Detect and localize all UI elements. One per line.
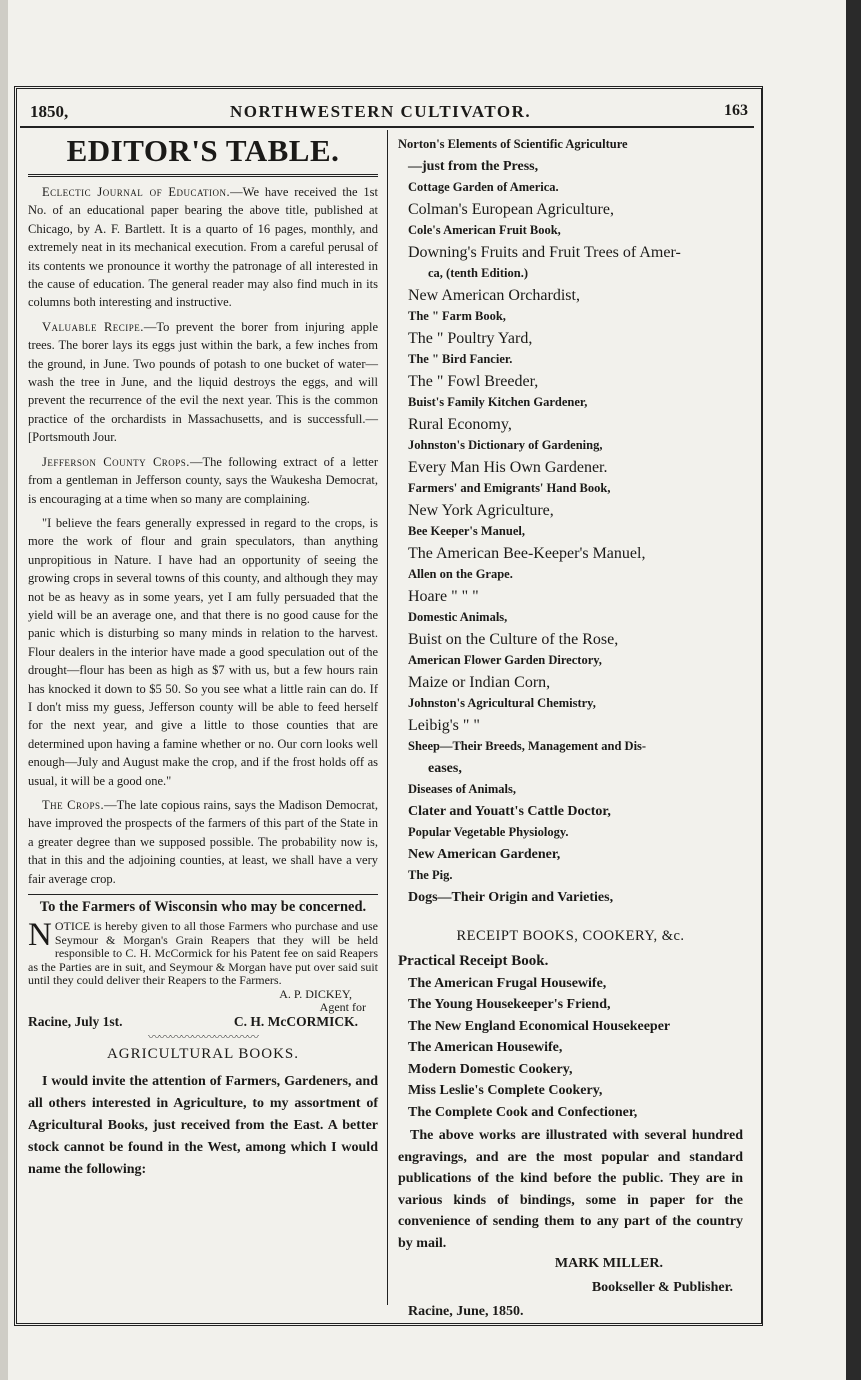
header-page-number: 163 [724,102,748,119]
title-rule [28,174,378,177]
header-year: 1850, [30,102,69,121]
running-header [20,98,750,124]
book-list-item: Cottage Garden of America. [408,180,559,194]
notice-heading: To the Farmers of Wisconsin who may be concerned. [28,894,378,916]
notice-place-row [28,1014,378,1030]
editor-item-lead: The Crops. [42,798,105,812]
header-rule [20,126,754,128]
receipt-list-item: The Complete Cook and Confectioner, [408,1104,638,1120]
editor-item-text: —The late copious rains, says the Madison Democrat, have improved the prospects of the farmers of this part of the State in a greater degree than we supposed possible. The probability now is, that in this and the adjoining counties, at least, we shall have a very fair average crop. [28,798,379,886]
book-list-item: Clater and Youatt's Cattle Doctor, [408,803,611,819]
closing-dateline: Racine, June, 1850. [408,1304,524,1319]
book-list-item: The " Farm Book, [408,309,506,323]
book-list-item: Cole's American Fruit Book, [408,223,561,237]
wave-ornament: 〰〰〰〰〰〰〰〰〰〰 [147,1029,258,1044]
editor-item [28,514,378,790]
book-list-item: Johnston's Agricultural Chemistry, [408,696,596,710]
book-list-item: Farmers' and Emigrants' Hand Book, [408,481,611,495]
book-list-item: ca, (tenth Edition.) [428,266,528,280]
receipt-list-item: Modern Domestic Cookery, [408,1061,573,1077]
book-list-item: The " Poultry Yard, [408,329,533,347]
editor-item-text: "I believe the fears generally expressed in regard to the crops, is more the work of flour and grain speculators, than anything unpropitious in Nature. I have had an opportunity of seeing the growing crops in several towns of this county, and although they may not be as heavy as in some years, yet I am fully persuaded that the yield will be an average one, and that there is no good cause for the panic which is disturbing so many minds in relation to the harvest. Flour dealers in the interior have made a good speculation out of the drought—flour has been as high as $7 with us, but a few hours rain has knocked it down to $5 50. So you see what a little rain can do. If I don't miss my guess, Jefferson county will be able to feed herself for the next year, and give a little to those counties that are determined upon having a famine whether or no. Our corn looks well enough—July and August make the crop, and if the frost holds off as usual, it will be a good one." [28,515,378,788]
receipt-list-item: The New England Economical Housekeeper [408,1018,671,1034]
book-list-item: Johnston's Dictionary of Gardening, [408,438,603,452]
book-list-item: Maize or Indian Corn, [408,673,551,691]
closing-signer: MARK MILLER. [554,1256,663,1271]
editor-item-lead: Valuable Recipe. [42,319,144,334]
editor-item-text: —We have received the 1st No. of an educational paper bearing the above title, published at Chicago, by A. F. Bartlett. It is a quarto of 16 pages, monthly, and extremely neat in its mechanical execution. From a careful perusal of its contents we pronounce it worthy the patronage of all interested in the cause of education. The general reader may also find much in its columns both interesting and instructive. [28,185,378,310]
receipt-list-item: The American Frugal Housewife, [408,975,607,991]
book-list-item: Bee Keeper's Manuel, [408,524,525,538]
editor-item [28,183,378,312]
left-column [28,132,378,1181]
book-list-item: Dogs—Their Origin and Varieties, [408,889,614,905]
receipt-list-item: The American Housewife, [408,1040,563,1055]
book-list-item: Colman's European Agriculture, [408,200,614,218]
book-list-item: Buist's Family Kitchen Gardener, [408,395,588,409]
editor-item-text: —To prevent the borer from injuring apple trees. The borer lays its eggs just within the bark, a few inches from the ground, in June. Two pounds of potash to one bucket of water—wash the tree in June, and the liquid destroys the eggs, and will prevent the recurrence of the evil the next year. This is the common practice of the orchardists in Massachusetts, and is successfull.—[Portsmouth Jour. [28,319,378,445]
book-list [398,134,743,908]
book-list-item: Rural Economy, [408,415,512,433]
book-list-item: The American Bee-Keeper's Manuel, [408,544,646,562]
editor-items [28,183,378,888]
receipt-list-item: Miss Leslie's Complete Cookery, [408,1083,603,1098]
notice-signer: A. P. DICKEY, [279,986,352,1001]
closing-paragraph: The above works are illustrated with several hundred engravings, and are the most popular and standard publications of the kind before the public. They are in various kinds of bindings, some in paper for the convenience of sending them to any part of the country by mail. [398,1128,743,1251]
book-list-item: The " Bird Fancier. [408,352,513,366]
notice-body [28,917,378,988]
book-list-item: Norton's Elements of Scientific Agriculture [398,137,628,151]
books-intro: I would invite the attention of Farmers, Gardeners, and all others interested in Agriculture, to my assortment of Agricultural Books, just received from the East. A better stock cannot be found in the West, among which I would name the following: [28,1073,378,1177]
books-heading: AGRICULTURAL BOOKS. [106,1045,300,1062]
book-list-item: The Pig. [408,868,453,882]
editor-item [28,318,378,447]
book-list-item: —just from the Press, [408,158,539,174]
section-title: EDITOR'S TABLE. [66,133,340,168]
editor-item-lead: Jefferson County Crops. [42,454,190,469]
notice-dropcap: N [28,917,52,954]
receipt-list [398,951,743,1123]
editor-item [28,453,378,508]
book-list-item: Downing's Fruits and Fruit Trees of Amer- [408,243,681,261]
book-list-item: Sheep—Their Breeds, Management and Dis- [408,739,647,753]
receipt-heading: RECEIPT BOOKS, COOKERY, &c. [456,928,685,944]
page-edge [846,0,861,1380]
book-list-item: New American Orchardist, [408,286,580,304]
notice-signature [28,988,378,1014]
book-list-item: Diseases of Animals, [408,782,516,796]
notice-agent: Agent for [319,999,366,1014]
book-list-item: Allen on the Grape. [408,567,513,581]
column-divider [387,130,388,1305]
book-list-item: Leibig's " " [408,716,480,734]
header-journal-title: NORTHWESTERN CULTIVATOR. [230,102,532,121]
book-list-item: Domestic Animals, [408,610,508,624]
book-list-item: Every Man His Own Gardener. [408,458,608,476]
editor-item-lead: Eclectic Journal of Education. [42,185,231,199]
book-list-item: eases, [428,760,462,776]
editor-item [28,796,378,888]
editor-item-text: —The following extract of a letter from a gentleman in Jefferson county, says the Waukesha Democrat, is encouraging at a time when so many are complaining. [28,454,378,506]
notice-text: OTICE is hereby given to all those Farmers who purchase and use Seymour & Morgan's Grain Reapers that they will be held responsible to C. H. McCormick for his Patent fee on said Reapers as the Parties are in suit, and Seymour & Morgan have put over said suit until they could deliver their Reapers to the Farmers. [28,919,378,988]
book-list-item: Hoare " " " [408,587,479,605]
book-list-item: New American Gardener, [408,846,561,862]
notice-principal: C. H. McCORMICK. [233,1013,358,1029]
book-list-item: Buist on the Culture of the Rose, [408,630,619,648]
book-list-item: Popular Vegetable Physiology. [408,825,569,839]
right-column [398,134,743,1322]
book-list-item: American Flower Garden Directory, [408,653,602,667]
book-list-item: The " Fowl Breeder, [408,372,539,390]
notice-place: Racine, July 1st. [28,1013,123,1029]
book-list-item: New York Agriculture, [408,501,554,519]
receipt-list-item: The Young Housekeeper's Friend, [408,997,611,1012]
closing-role: Bookseller & Publisher. [591,1280,733,1295]
receipt-list-item: Practical Receipt Book. [398,953,549,969]
